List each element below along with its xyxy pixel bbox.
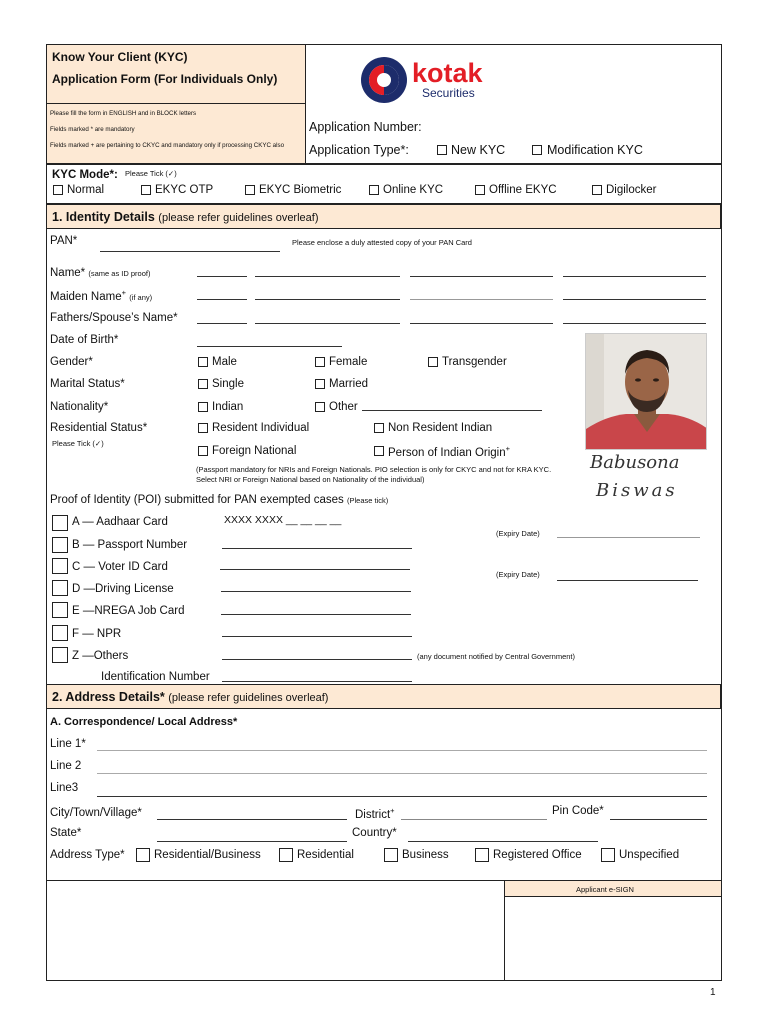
identity-section-header (46, 204, 721, 229)
kyc-offline-ekyc-checkbox[interactable] (475, 185, 485, 195)
poi-nrega-label: E —NREGA Job Card (72, 605, 185, 617)
expiry-label-1: (Expiry Date) (496, 529, 540, 538)
signature-line-1: Babusona (590, 452, 680, 473)
nationality-other-checkbox[interactable] (315, 402, 325, 412)
wet-sign-area[interactable] (47, 881, 504, 980)
gender-female-checkbox[interactable] (315, 357, 325, 367)
kyc-ekyc-otp-label: EKYC OTP (155, 184, 214, 196)
name-label: Name* (same as ID proof) (50, 267, 151, 279)
residential-status-label: Residential Status* (50, 422, 148, 434)
pan-note: Please enclose a duly attested copy of your PAN Card (292, 238, 472, 247)
foreign-national-label: Foreign National (212, 445, 297, 457)
pio-label: Person of Indian Origin+ (388, 444, 511, 459)
others-note: (any document notified by Central Government) (417, 652, 575, 661)
modification-kyc-label: Modification KYC (547, 143, 643, 157)
gender-transgender-checkbox[interactable] (428, 357, 438, 367)
poi-others-label: Z —Others (72, 650, 129, 662)
page-number: 1 (710, 987, 716, 998)
district-input[interactable] (401, 819, 547, 820)
address-line1-label: Line 1* (50, 738, 86, 750)
poi-voter-label: C — Voter ID Card (72, 561, 168, 573)
pio-checkbox[interactable] (374, 446, 384, 456)
maiden-name-label: Maiden Name+ (if any) (50, 288, 153, 303)
signature-line-2: Biswas (596, 480, 678, 501)
esign-label: Applicant e-SIGN (576, 885, 634, 894)
instruction-mandatory: Fields marked * are mandatory (50, 126, 135, 133)
kyc-digilocker-checkbox[interactable] (592, 185, 602, 195)
kyc-online-checkbox[interactable] (369, 185, 379, 195)
address-line2-input[interactable] (97, 773, 707, 774)
nationality-other-label: Other (329, 401, 358, 413)
address-type-label: Address Type* (50, 849, 125, 861)
identification-number-label: Identification Number (101, 671, 210, 683)
kyc-ekyc-biometric-checkbox[interactable] (245, 185, 255, 195)
address-line1-input[interactable] (97, 750, 707, 751)
city-label: City/Town/Village* (50, 807, 142, 819)
identity-heading: 1. Identity Details (please refer guidelines overleaf) (52, 210, 319, 224)
father-spouse-label: Fathers/Spouse’s Name* (50, 312, 178, 324)
address-line3-input[interactable] (97, 796, 707, 797)
addr-unspecified-checkbox[interactable] (601, 848, 615, 862)
poi-aadhaar-label: A — Aadhaar Card (72, 516, 168, 528)
state-label: State* (50, 827, 82, 839)
address-heading: 2. Address Details* (please refer guidelines overleaf) (52, 690, 329, 704)
non-resident-indian-checkbox[interactable] (374, 423, 384, 433)
form-title: Know Your Client (KYC) (52, 50, 188, 64)
nationality-indian-checkbox[interactable] (198, 402, 208, 412)
poi-driving-checkbox[interactable] (52, 580, 68, 596)
kyc-ekyc-otp-checkbox[interactable] (141, 185, 151, 195)
nationality-indian-label: Indian (212, 401, 244, 413)
poi-passport-checkbox[interactable] (52, 537, 68, 553)
poi-npr-checkbox[interactable] (52, 625, 68, 641)
marital-married-checkbox[interactable] (315, 379, 325, 389)
kyc-mode-label: KYC Mode*: (52, 169, 118, 181)
nationality-label: Nationality* (50, 401, 109, 413)
poi-aadhaar-checkbox[interactable] (52, 515, 68, 531)
poi-others-checkbox[interactable] (52, 647, 68, 663)
gender-male-checkbox[interactable] (198, 357, 208, 367)
addr-registered-office-checkbox[interactable] (475, 848, 489, 862)
addr-residential-checkbox[interactable] (279, 848, 293, 862)
esign-area[interactable] (505, 898, 721, 980)
passport-note-2: Select NRI or Foreign National based on Nationality of the individual) (196, 475, 425, 484)
resident-individual-checkbox[interactable] (198, 423, 208, 433)
kotak-logo (360, 56, 520, 104)
city-input[interactable] (157, 819, 347, 820)
district-label: District+ (355, 806, 395, 821)
aadhaar-mask: XXXX XXXX __ __ __ __ (224, 514, 342, 526)
instruction-english: Please fill the form in ENGLISH and in BLOCK letters (50, 110, 197, 117)
addr-residential-label: Residential (297, 849, 354, 861)
correspondence-heading: A. Correspondence/ Local Address* (50, 716, 238, 728)
gender-female-label: Female (329, 356, 368, 368)
addr-registered-office-label: Registered Office (493, 849, 582, 861)
kyc-mode-hint: Please Tick (✓) (125, 169, 177, 178)
addr-unspecified-label: Unspecified (619, 849, 680, 861)
pan-input-line[interactable] (100, 251, 280, 252)
resident-individual-label: Resident Individual (212, 422, 310, 434)
addr-business-label: Business (402, 849, 449, 861)
instruction-ckyc: Fields marked + are pertaining to CKYC and mandatory only if processing CKYC also (50, 142, 285, 149)
country-input[interactable] (408, 841, 598, 842)
kyc-offline-ekyc-label: Offline EKYC (489, 184, 557, 196)
passport-note-1: (Passport mandatory for NRIs and Foreign Nationals. PIO selection is only for CKYC and not for KRA KYC. (196, 465, 552, 474)
new-kyc-label: New KYC (451, 143, 506, 157)
gender-label: Gender* (50, 356, 93, 368)
non-resident-indian-label: Non Resident Indian (388, 422, 493, 434)
gender-male-label: Male (212, 356, 237, 368)
addr-residential-business-checkbox[interactable] (136, 848, 150, 862)
foreign-national-checkbox[interactable] (198, 446, 208, 456)
identification-number-input[interactable] (222, 681, 412, 682)
poi-driving-label: D —Driving License (72, 583, 174, 595)
addr-residential-business-label: Residential/Business (154, 849, 261, 861)
poi-nrega-checkbox[interactable] (52, 602, 68, 618)
kyc-online-label: Online KYC (383, 184, 444, 196)
marital-status-label: Marital Status* (50, 378, 125, 390)
poi-passport-label: B — Passport Number (72, 539, 188, 551)
kyc-ekyc-biometric-label: EKYC Biometric (259, 184, 342, 196)
marital-single-checkbox[interactable] (198, 379, 208, 389)
brand-sub: Securities (422, 86, 475, 100)
nationality-other-input[interactable] (362, 410, 542, 411)
pin-code-label: Pin Code* (552, 805, 604, 817)
dob-label: Date of Birth* (50, 334, 119, 346)
new-kyc-checkbox[interactable] (437, 145, 447, 155)
address-line2-label: Line 2 (50, 760, 82, 772)
expiry-label-2: (Expiry Date) (496, 570, 540, 579)
poi-heading: Proof of Identity (POI) submitted for PAN exempted cases (Please tick) (50, 494, 389, 506)
country-label: Country* (352, 827, 397, 839)
application-number-label: Application Number: (309, 120, 422, 134)
marital-married-label: Married (329, 378, 368, 390)
kotak-logo-icon (360, 56, 408, 104)
pin-code-input[interactable] (610, 819, 707, 820)
gender-transgender-label: Transgender (442, 356, 507, 368)
modification-kyc-checkbox[interactable] (532, 145, 542, 155)
residential-hint: Please Tick (✓) (52, 439, 104, 448)
applicant-photo (585, 333, 707, 450)
poi-voter-checkbox[interactable] (52, 558, 68, 574)
poi-npr-label: F — NPR (72, 628, 122, 640)
applicant-photo-image (586, 334, 707, 450)
dob-input-line[interactable] (197, 346, 342, 347)
form-subtitle: Application Form (For Individuals Only) (52, 72, 278, 86)
addr-business-checkbox[interactable] (384, 848, 398, 862)
brand-name: kotak (412, 58, 483, 88)
pan-label: PAN* (50, 235, 78, 247)
address-section-header (46, 684, 721, 709)
kyc-normal-checkbox[interactable] (53, 185, 63, 195)
application-type-label: Application Type*: (309, 143, 409, 157)
address-line3-label: Line3 (50, 782, 79, 794)
kyc-normal-label: Normal (67, 184, 105, 196)
kyc-digilocker-label: Digilocker (606, 184, 657, 196)
state-input[interactable] (157, 841, 347, 842)
marital-single-label: Single (212, 378, 244, 390)
